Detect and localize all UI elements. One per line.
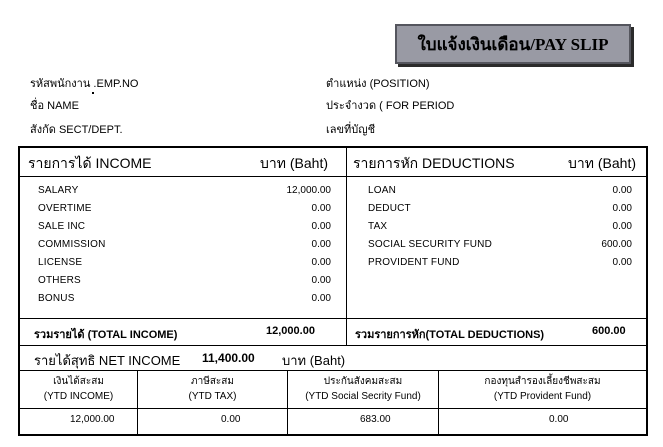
income-item-label: COMMISSION [38,239,106,250]
ytd-social-en: (YTD Social Secrity Fund) [305,391,421,402]
account-label: เลขที่บัญชี [326,124,376,136]
income-item-label: SALARY [38,185,79,196]
dept-label: สังกัด SECT/DEPT. [30,124,123,136]
income-item-label: SALE INC [38,221,86,232]
name-label: ชื่อ NAME [30,100,79,112]
ytd-social-value: 683.00 [360,414,391,425]
income-item-label: BONUS [38,293,75,304]
income-title: รายการได้ INCOME [28,155,152,171]
deduction-item-label: LOAN [368,185,397,196]
position-label: ตำแหน่ง (POSITION) [326,78,430,90]
title-underline [20,176,646,177]
net-topline [20,345,646,346]
total-income-value: 12,000.00 [266,325,315,337]
income-item-label: LICENSE [38,257,83,268]
ytd-tax-th: ภาษีสะสม [191,376,234,387]
deduction-item-label: PROVIDENT FUND [368,257,460,268]
dot-mark [92,92,94,94]
net-income-label: รายได้สุทธิ NET INCOME [34,353,181,368]
income-item-value: 0.00 [311,203,331,214]
ytd-social-th: ประกันสังคมสะสม [323,376,403,387]
ytd-provident-en: (YTD Provident Fund) [493,391,592,402]
period-label: ประจำงวด ( FOR PERIOD [326,100,455,112]
deduction-item-value: 0.00 [612,257,632,268]
column-divider [346,148,347,346]
ytd-income-en: (YTD INCOME) [43,391,114,402]
net-income-value: 11,400.00 [202,351,255,365]
deduction-item-label: TAX [368,221,388,232]
payslip-title: ใบแจ้งเงินเดือน/PAY SLIP [395,24,631,64]
ytd-provident-th: กองทุนสำรองเลี้ยงชีพสะสม [484,376,601,387]
deduction-item-label: DEDUCT [368,203,411,214]
deduction-item-value: 0.00 [612,203,632,214]
ytd-income-th: เงินได้สะสม [53,376,104,387]
income-item-value: 0.00 [311,257,331,268]
income-item-value: 0.00 [311,293,331,304]
payslip-table [18,146,648,436]
deduction-item-value: 0.00 [612,221,632,232]
income-unit: บาท (Baht) [260,155,328,171]
income-item-value: 12,000.00 [286,185,331,196]
income-item-value: 0.00 [311,221,331,232]
income-item-label: OVERTIME [38,203,92,214]
ytd-income-value: 12,000.00 [70,414,115,425]
deduction-item-value: 0.00 [612,185,632,196]
ytd-tax-value: 0.00 [221,414,241,425]
deduction-item-value: 600.00 [601,239,632,250]
totals-topline [20,318,646,319]
total-deductions-value: 600.00 [592,325,626,337]
ytd-midline [20,408,646,409]
income-item-value: 0.00 [311,275,331,286]
total-income-label: รวมรายได้ (TOTAL INCOME) [34,329,178,341]
ytd-provident-value: 0.00 [549,414,569,425]
ytd-tax-en: (YTD TAX) [188,391,237,402]
deductions-unit: บาท (Baht) [568,155,636,171]
emp-no-label: รหัสพนักงาน .EMP.NO [30,78,139,90]
net-income-unit: บาท (Baht) [282,353,346,368]
income-item-value: 0.00 [311,239,331,250]
total-deductions-label: รวมรายการหัก(TOTAL DEDUCTIONS) [355,329,545,341]
deduction-item-label: SOCIAL SECURITY FUND [368,239,493,250]
income-item-label: OTHERS [38,275,81,286]
deductions-title: รายการหัก DEDUCTIONS [353,155,515,171]
